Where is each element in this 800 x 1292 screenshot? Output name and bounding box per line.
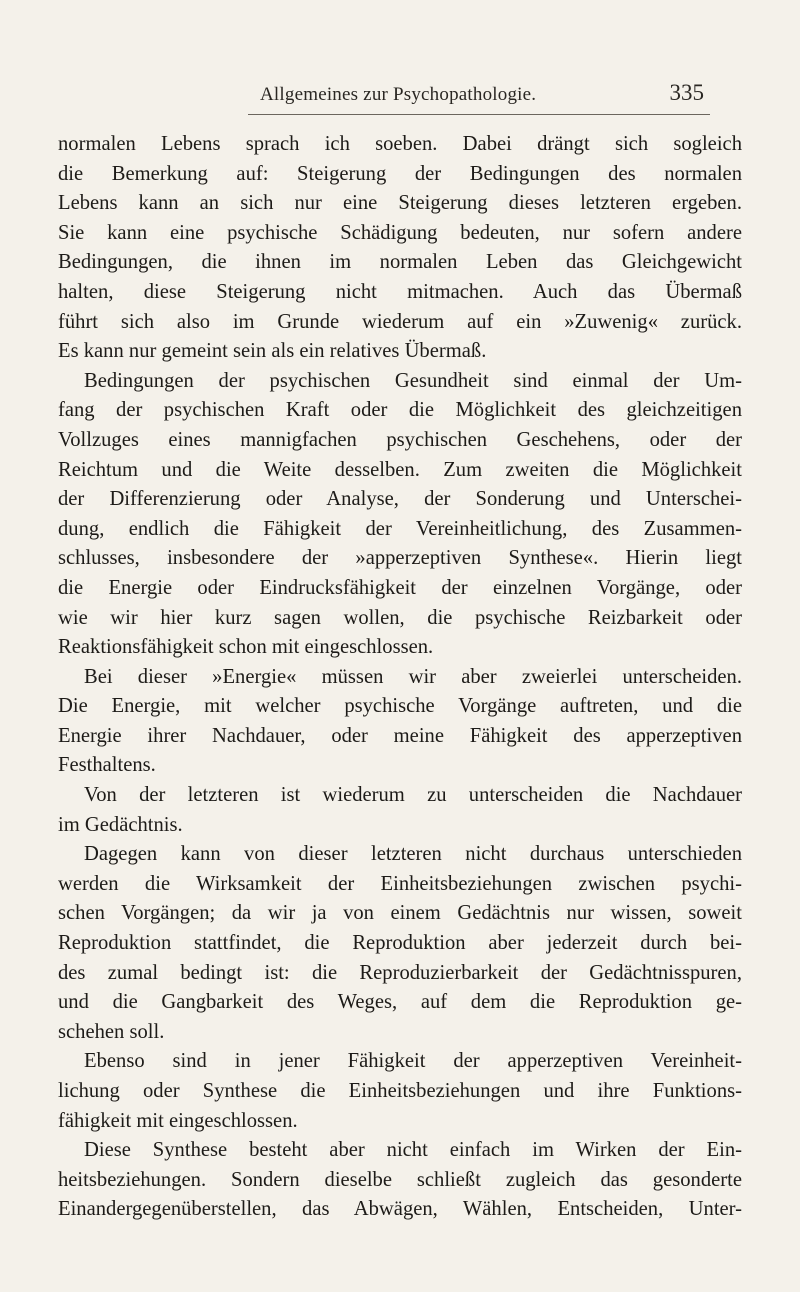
text-line: führt sich also im Grunde wiederum auf ein »Zuwenig« zurück. [58, 310, 742, 333]
text-line: schlusses, insbesondere der »apperzeptiven Synthese«. Hierin liegt [58, 547, 742, 570]
text-line: normalen Lebens sprach ich soeben. Dabei drängt sich sogleich [58, 133, 742, 155]
text-line: Einandergegenüberstellen, das Abwägen, Wählen, Entscheiden, Unter- [58, 1198, 742, 1221]
text-line: Bedingungen der psychischen Gesundheit sind einmal der Um- [84, 369, 742, 392]
text-line: halten, diese Steigerung nicht mitmachen. Auch das Übermaß [58, 280, 742, 303]
text-line: fang der psychischen Kraft oder die Möglichkeit des gleichzeitigen [58, 399, 742, 422]
text-line: Reichtum und die Weite desselben. Zum zweiten die Möglichkeit [58, 458, 742, 481]
text-line: schehen soll. [58, 1020, 165, 1043]
text-line: werden die Wirksamkeit der Einheitsbeziehungen zwischen psychi- [58, 872, 742, 895]
text-line: Bedingungen, die ihnen im normalen Leben das Gleichgewicht [58, 251, 742, 274]
text-line: Es kann nur gemeint sein als ein relatives Übermaß. [58, 340, 487, 363]
text-line: des zumal bedingt ist: die Reproduzierbarkeit der Gedächtnisspuren, [58, 961, 742, 984]
text-line: der Differenzierung oder Analyse, der Sonderung und Unterschei- [58, 488, 742, 511]
text-line: Festhaltens. [58, 754, 156, 777]
text-line: Sie kann eine psychische Schädigung bedeuten, nur sofern andere [58, 221, 742, 244]
text-line: im Gedächtnis. [58, 813, 183, 836]
page-header [110, 78, 710, 108]
text-line: fähigkeit mit eingeschlossen. [58, 1109, 298, 1132]
text-line: wie wir hier kurz sagen wollen, die psychische Reizbarkeit oder [58, 606, 742, 629]
text-line: heitsbeziehungen. Sondern dieselbe schließt zugleich das gesonderte [58, 1168, 742, 1191]
text-line: schen Vorgängen; da wir ja von einem Gedächtnis nur wissen, soweit [58, 902, 742, 925]
text-line: Vollzuges eines mannigfachen psychischen Geschehens, oder der [58, 428, 742, 451]
text-line: Dagegen kann von dieser letzteren nicht durchaus unterschieden [84, 843, 742, 866]
body-text [58, 130, 742, 1225]
text-line: die Energie oder Eindrucksfähigkeit der einzelnen Vorgänge, oder [58, 576, 742, 599]
text-line: Ebenso sind in jener Fähigkeit der apperzeptiven Vereinheit- [84, 1050, 742, 1073]
text-line: dung, endlich die Fähigkeit der Vereinheitlichung, des Zusammen- [58, 517, 742, 540]
text-line: Reproduktion stattfindet, die Reproduktion aber jederzeit durch bei- [58, 932, 742, 955]
text-line: Reaktionsfähigkeit schon mit eingeschlossen. [58, 636, 434, 659]
text-line: Energie ihrer Nachdauer, oder meine Fähigkeit des apperzeptiven [58, 724, 742, 747]
text-line: Die Energie, mit welcher psychische Vorgänge auftreten, und die [58, 695, 742, 718]
running-head: Allgemeines zur Psychopathologie. [260, 84, 537, 105]
text-line: und die Gangbarkeit des Weges, auf dem die Reproduktion ge- [58, 991, 742, 1014]
text-line: lichung oder Synthese die Einheitsbeziehungen und ihre Funktions- [58, 1080, 742, 1102]
text-line: Lebens kann an sich nur eine Steigerung dieses letzteren ergeben. [58, 192, 742, 215]
header-rule [248, 114, 710, 115]
text-line: Diese Synthese besteht aber nicht einfach im Wirken der Ein- [84, 1139, 742, 1162]
page-number: 335 [669, 80, 704, 105]
text-line: die Bemerkung auf: Steigerung der Bedingungen des normalen [58, 162, 742, 185]
text-line: Bei dieser »Energie« müssen wir aber zweierlei unterscheiden. [84, 665, 742, 688]
text-line: Von der letzteren ist wiederum zu unterscheiden die Nachdauer [84, 784, 742, 807]
